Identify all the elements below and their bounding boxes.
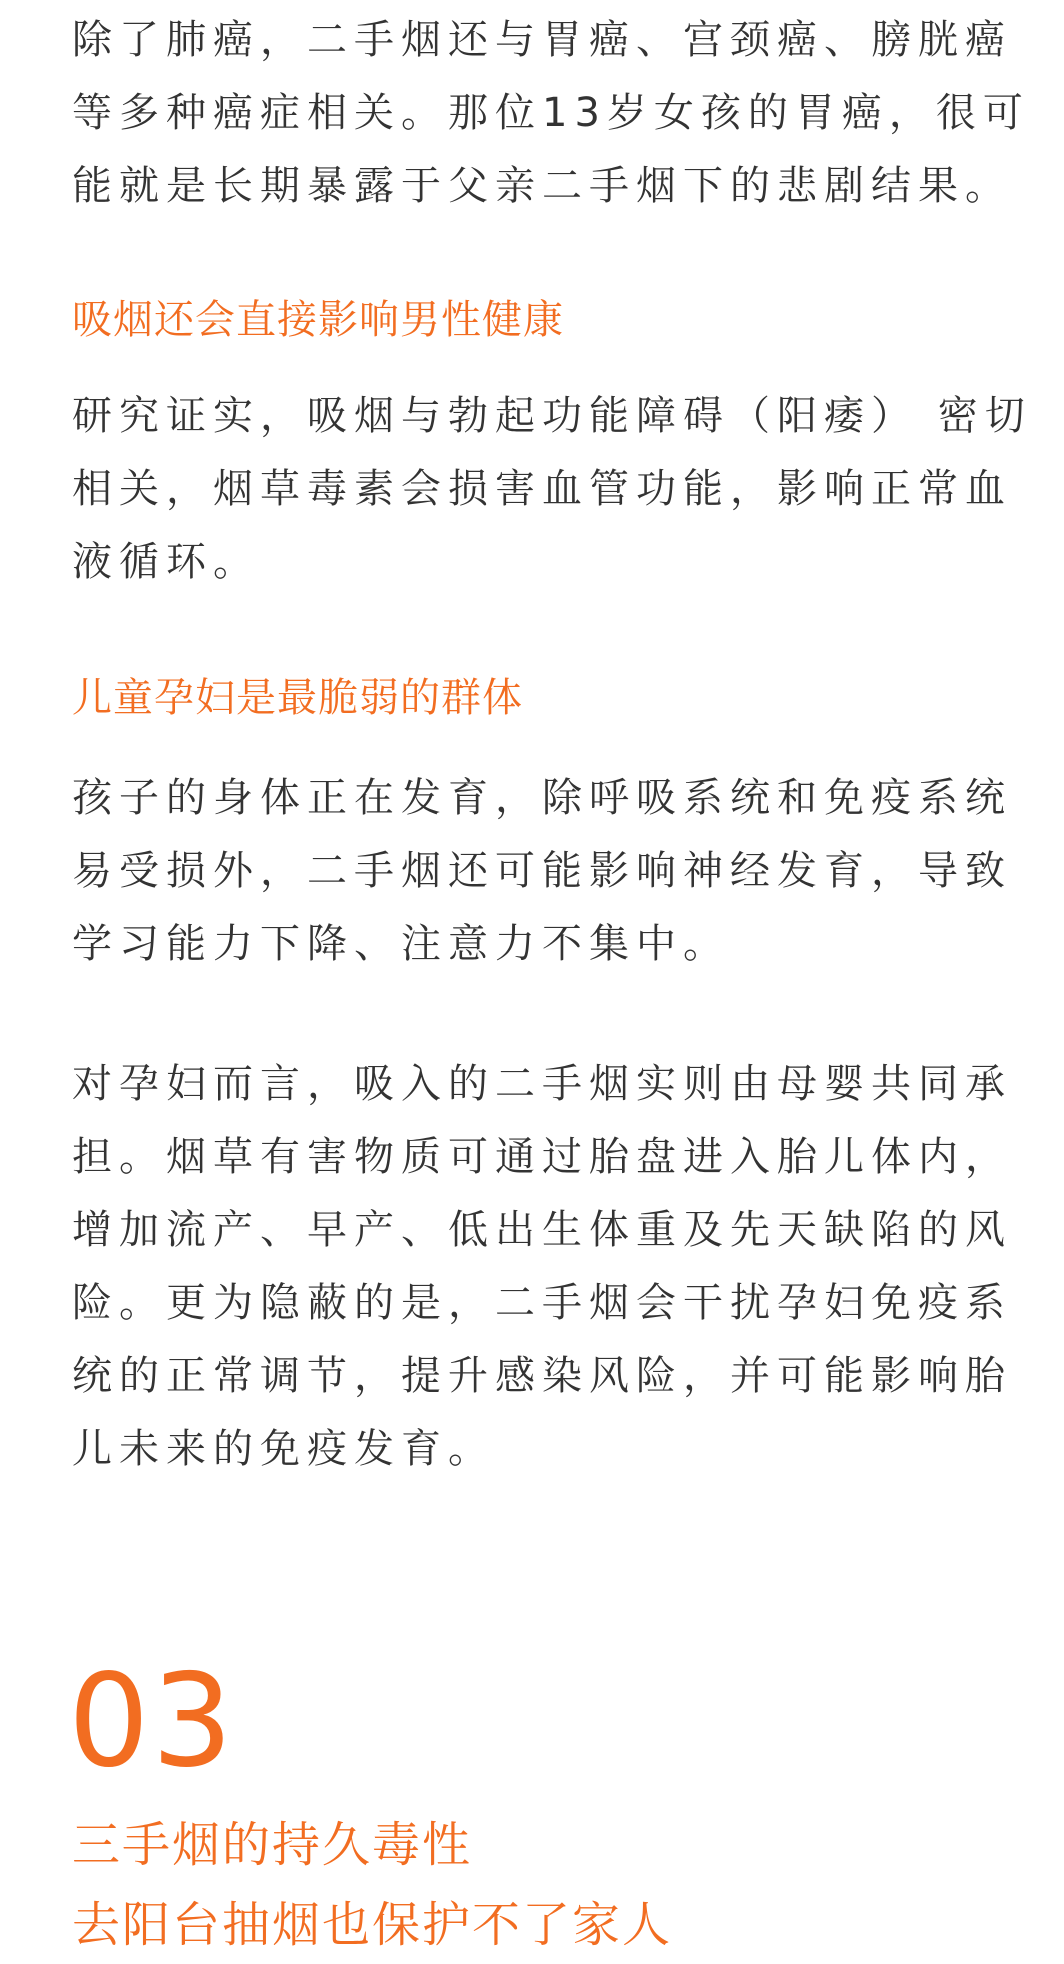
paragraph-pregnant-women [72, 1048, 1012, 1486]
section-title-line1: 三手烟的持久毒性 [72, 1817, 473, 1873]
text-line: 除了肺癌，二手烟还与胃癌、宫颈癌、膀胱癌 [72, 17, 1012, 63]
text-line: 液循环。 [72, 539, 260, 585]
text-line: 增加流产、早产、低出生体重及先天缺陷的风 [72, 1207, 1012, 1253]
paragraph-male-health [72, 380, 1032, 599]
section-title-line2: 去阳台抽烟也保护不了家人 [72, 1897, 673, 1953]
text-line: 险。更为隐蔽的是，二手烟会干扰孕妇免疫系 [72, 1280, 1012, 1326]
text-line: 研究证实，吸烟与勃起功能障碍（阳痿） 密切 [72, 393, 1032, 439]
text-line: 担。烟草有害物质可通过胎盘进入胎儿体内， [72, 1134, 1012, 1180]
text-line: 等多种癌症相关。那位13岁女孩的胃癌，很可 [72, 90, 1030, 136]
subheading-children-pregnant: 儿童孕妇是最脆弱的群体 [72, 675, 523, 721]
text-line: 儿未来的免疫发育。 [72, 1426, 495, 1472]
text-line: 统的正常调节，提升感染风险，并可能影响胎 [72, 1353, 1012, 1399]
paragraph-children [72, 762, 1012, 981]
section-number: 03 [68, 1647, 235, 1796]
text-line: 能就是长期暴露于父亲二手烟下的悲剧结果。 [72, 163, 1012, 209]
paragraph-lung-cancer [72, 4, 1030, 223]
text-line: 孩子的身体正在发育，除呼吸系统和免疫系统 [72, 775, 1012, 821]
text-line: 易受损外，二手烟还可能影响神经发育，导致 [72, 848, 1012, 894]
subheading-male-health: 吸烟还会直接影响男性健康 [72, 297, 564, 343]
text-line: 学习能力下降、注意力不集中。 [72, 921, 730, 967]
text-line: 对孕妇而言，吸入的二手烟实则由母婴共同承 [72, 1061, 1012, 1107]
text-line: 相关，烟草毒素会损害血管功能，影响正常血 [72, 466, 1012, 512]
